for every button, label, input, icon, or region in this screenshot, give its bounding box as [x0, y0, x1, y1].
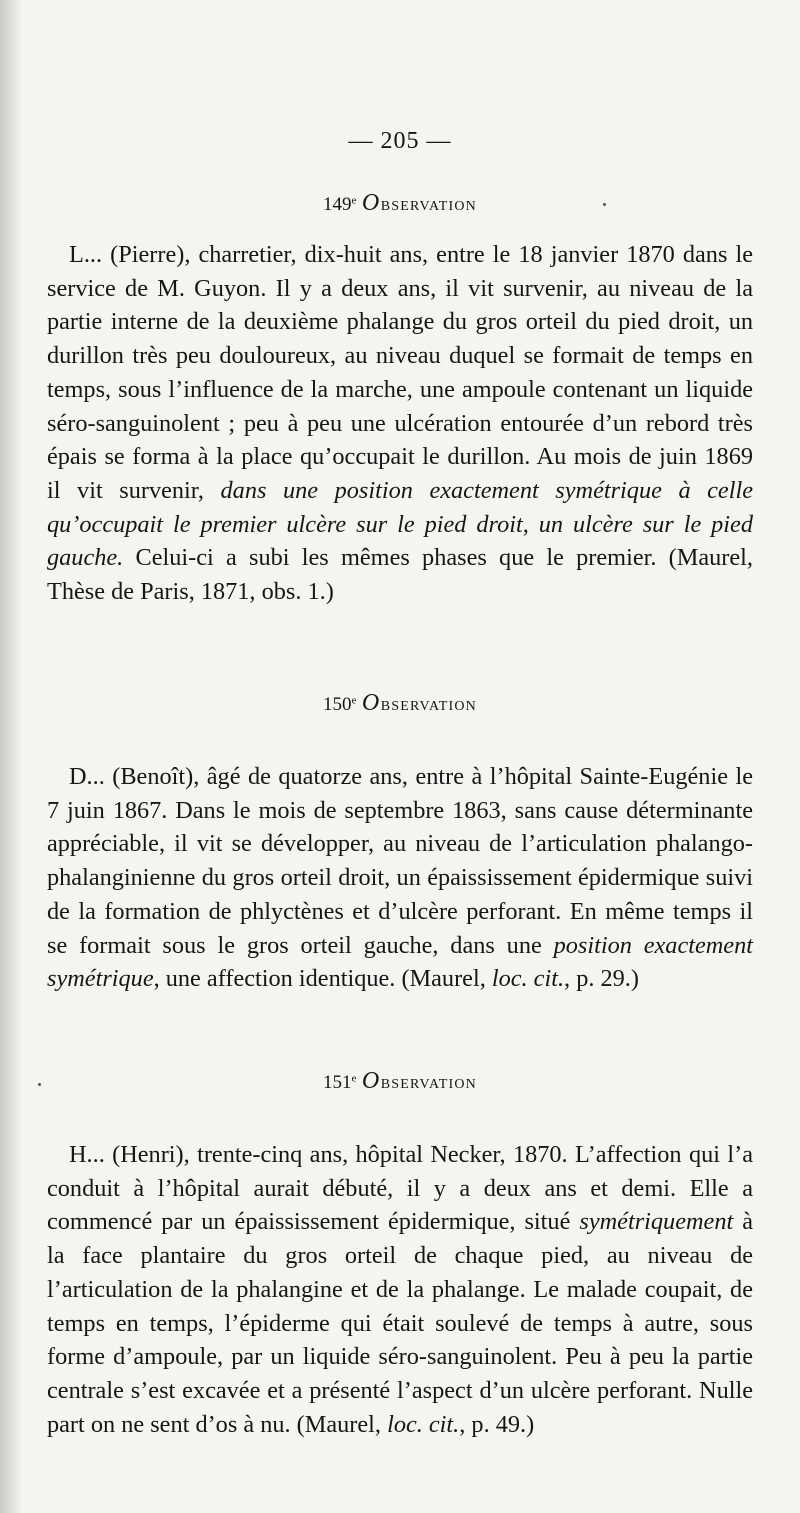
observation-number: 151: [323, 1072, 352, 1093]
heading-rest: BSERVATION: [380, 199, 477, 214]
observation-number: 150: [323, 694, 352, 715]
ordinal-suffix: e: [351, 1072, 358, 1085]
text-run: , une affection identique. (Maurel,: [153, 965, 492, 993]
text-run-italic: loc. cit.: [387, 1410, 460, 1438]
page-edge-shadow: [0, 0, 22, 1513]
observation-heading-150: [0, 690, 800, 717]
observation-number: 149: [323, 194, 352, 215]
heading-rest: BSERVATION: [380, 699, 477, 714]
text-run-italic: loc. cit.: [491, 965, 565, 993]
ordinal-suffix: e: [351, 694, 358, 707]
text-run-italic: symétriquement: [579, 1208, 734, 1236]
text-run: , p. 29.): [564, 965, 639, 993]
text-run: Celui-ci a subi les mêmes phases que le premier. (Maurel, Thèse de Paris, 1871, obs. 1.): [47, 544, 753, 606]
heading-initial: O: [361, 190, 381, 216]
text-run: à la face plantaire du gros orteil de chaque pied, au niveau de l’articulation de la phalangine et de la phalange. Le malade coupait, de temps en temps, l’épiderme qui était soulevé de temps à autre, sous forme d’ampoule, par un liquide séro-sanguinolent. Peu à peu la partie centrale s’est excavée et a présenté l’aspect d’un ulcère perforant. Nulle part on ne sent d’os à nu. (Maurel,: [47, 1208, 754, 1438]
observation-heading-149: [0, 190, 800, 217]
heading-initial: O: [361, 1068, 381, 1094]
print-speck: [603, 203, 606, 206]
text-run: D... (Benoît), âgé de quatorze ans, entre à l’hôpital Sainte-Eugénie le 7 juin 1867. Dans le mois de septembre 1863, sans cause déterminante appréciable, il vit se développer, au niveau de l’articulation phalango-phalanginienne du gros orteil droit, un épaississement épidermique suivi de la formation de phlyctènes et d’ulcère perforant. En même temps il se formait sous le gros orteil gauche, dans une: [47, 763, 753, 959]
text-run-italic: dans une position exactement symétrique à celle qu’occupait le premier ulcère sur le pied droit, un ulcère sur le pied gauche.: [47, 476, 753, 572]
ordinal-suffix: e: [351, 194, 358, 207]
heading-initial: O: [361, 690, 381, 716]
text-run-italic: position exactement symétrique: [47, 931, 753, 993]
print-speck: [38, 1083, 41, 1086]
observation-paragraph-149: [47, 238, 753, 609]
text-run: , p. 49.): [459, 1410, 535, 1438]
heading-rest: BSERVATION: [380, 1077, 477, 1092]
text-run: H... (Henri), trente-cinq ans, hôpital Necker, 1870. L’affection qui l’a conduit à l’hôpital aurait débuté, il y a deux ans et demi. Elle a commencé par un épaississement épidermique, situé: [47, 1141, 753, 1236]
text-run: L... (Pierre), charretier, dix-huit ans, entre le 18 janvier 1870 dans le service de M. Guyon. Il y a deux ans, il vit survenir, au niveau de la partie interne de la deuxième phalange du gros orteil du pied droit, un durillon très peu douloureux, au niveau duquel se formait de temps en temps, sous l’influence de la marche, une ampoule contenant un liquide séro-sanguinolent ; peu à peu une ulcération entourée d’un rebord très épais se forma à la place qu’occupait le durillon. Au mois de juin 1869 il vit survenir,: [47, 241, 753, 504]
observation-paragraph-150: [47, 760, 753, 996]
observation-heading-151: [0, 1068, 800, 1095]
observation-paragraph-151: [47, 1138, 753, 1441]
page-number: — 205 —: [348, 128, 452, 154]
